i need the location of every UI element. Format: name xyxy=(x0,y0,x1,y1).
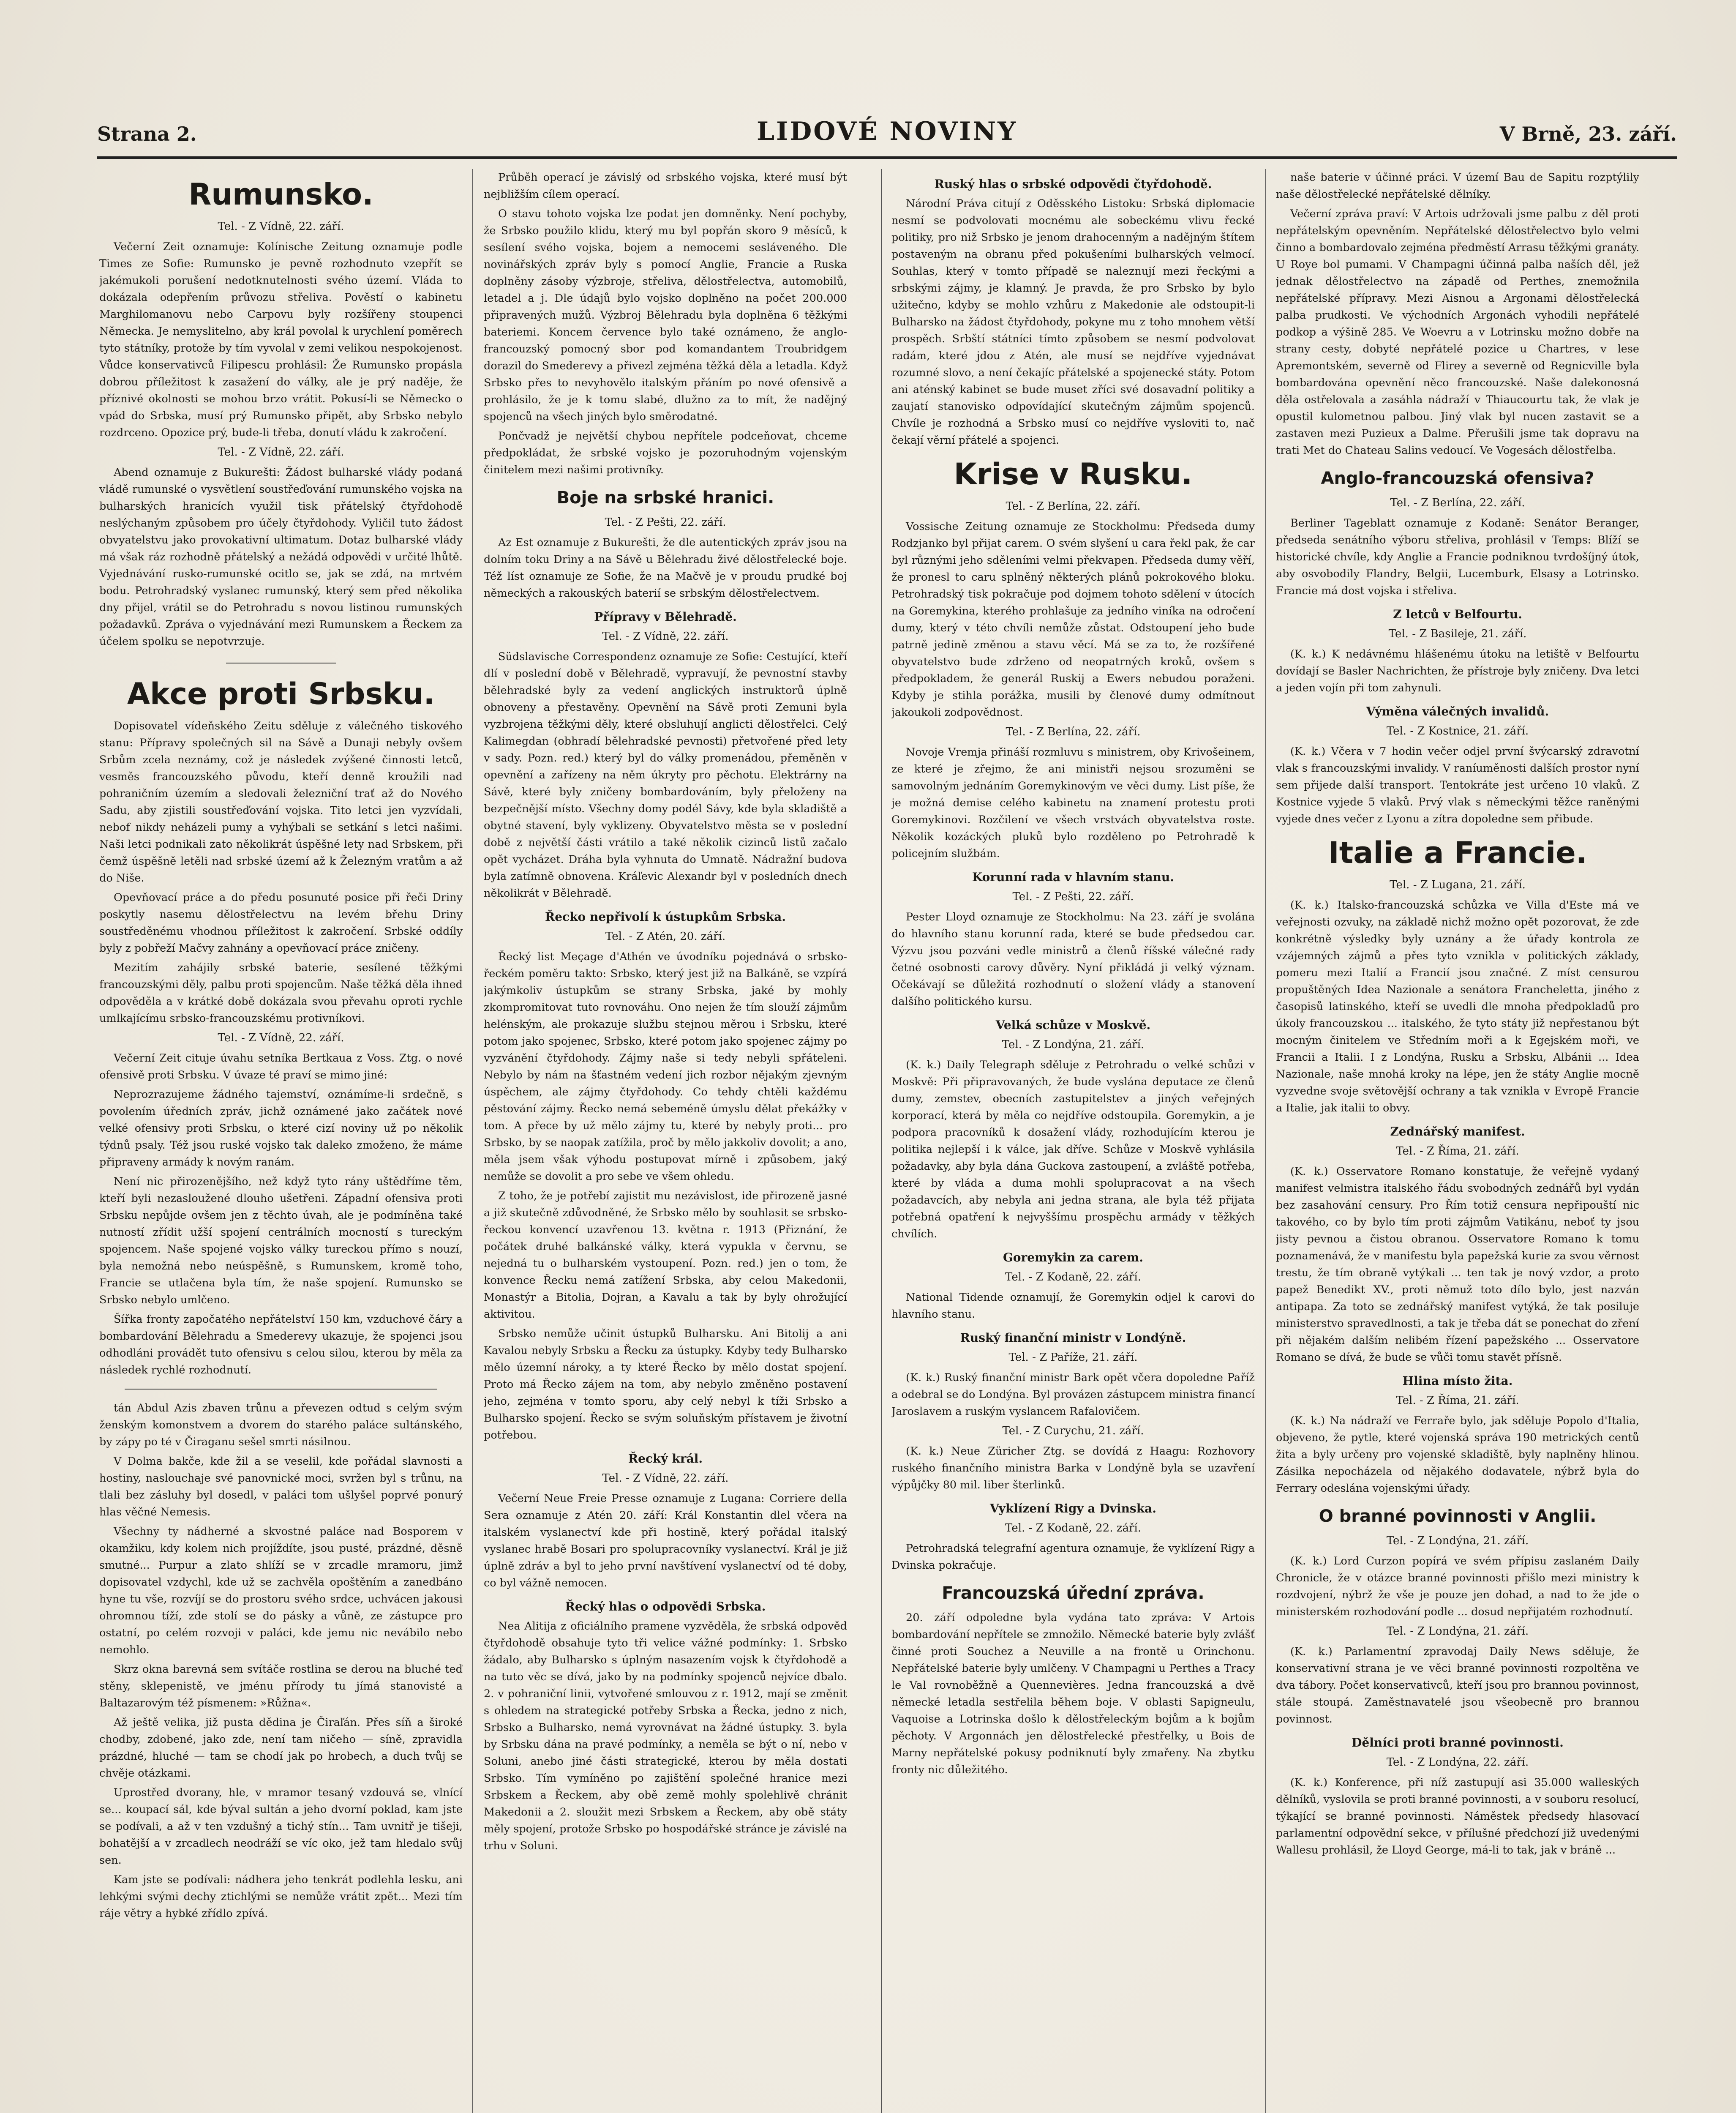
subheadline: Goremykin za carem. xyxy=(1003,1250,1144,1264)
dateline: Tel. - Z Londýna, 21. září. xyxy=(1386,1534,1529,1547)
article-paragraph: (K. k.) K nedávnému hlášenému útoku na letiště v Belfourtu dovídají se Basler Nachrichten, že přístroje byly zničeny. Dva letci a jeden vojín při tom zahynuli. xyxy=(1276,648,1639,694)
article-paragraph: Südslavische Correspondenz oznamuje ze Sofie: Cestující, kteří dlí v poslední době v Bělehradě, vypravují, že pevnostní stavby bělehradské byly za vedení anglických instruktorů úplně obnoveny a přestavěny. Opevnění na Sávě proti Zemuni byla vyzbrojena těžkými děly, které obsluhují anglicti dělostřelci. Celý Kalimegdan (obhradí bělehradské pevnosti) přetvořené před lety v sady. Pozn. red.) který byl do války promenádou, přeměněn v opevnění a zařízeny na něm úkryty pro pěchotu. Elektrárny na Sávě, které byly zničeny bombardováním, byly přeloženy na bezpečnější místo. Všechny domy podél Sávy, kde byla skladiště a obytné stavení, byly vyklizeny. Obyvatelstvo města se v poslední době z největší části vrátilo a také několik cizinců listů začalo opět vycházet. Dráha byla vyhnuta do Umnatě. Nádražní budova byla zatímně obnovena. Kráľevic Alexandr byl v posledních dnech několikrát v Bělehradě. xyxy=(484,650,847,900)
article-paragraph: Opevňovací práce a do předu posunuté posice při řeči Driny poskytly nasemu dělostřelectvu na levém břehu Driny soustředěnému vhodnou příležitost k zakročení. Srbské oddíly byly z pobřeží Mačvy zahnány a opevňovací práce zničeny. xyxy=(99,891,463,955)
article-paragraph: Petrohradská telegrafní agentura oznamuje, že vyklízení Rigy a Dvinska pokračuje. xyxy=(891,1542,1255,1572)
subheadline: Řecko nepřivolí k ústupkům Srbska. xyxy=(545,910,786,924)
article-paragraph: Není nic přirozenějšího, než když tyto rány uštědříme těm, kteří byli nezasloužené dlouho ušetřeni. Západní ofensiva proti Srbsku nepůjde ovšem jen z těchto úvah, ale je podmíněna také nutností zřídit užší spojení centrálních mocností s tureckým spojencem. Naše spojené vojsko války tureckou přímo s nouzí, byla nemožná nebo neúspěšně, s Rumunskem, kromě toho, Francie se utlačena byla tím, že naše spojení. Rumunsko se Srbsko nebylo umlčeno. xyxy=(99,1175,463,1306)
feuilleton-paragraph: Až ještě velika, již pusta dědina je Čiraľán. Přes síň a široké chodby, zdobené, jako zde, není tam ničeho — síně, zpravidla prázdné, hluché — tam se chodí jak po hrobech, a duch tvůj se chvěje otázkami. xyxy=(99,1716,463,1780)
article-paragraph: Az Est oznamuje z Bukurešti, že dle autentických zpráv jsou na dolním toku Driny a na Sávě u Bělehradu živé dělostřelecké boje. Též líst oznamuje ze Sofie, že na Mačvě je v proudu prudké boj německých a rakouských baterií se srbským dělostřelectvem. xyxy=(484,536,847,600)
feuilleton-paragraph: Skrz okna barevná sem svítáče rostlina se derou na bluché teď stěny, sklepenistě, ve jménu přírody tu jímá stanovisté a Baltazarovým též písmenem: »Růžna«. xyxy=(99,1663,463,1709)
article-paragraph: (K. k.) Včera v 7 hodin večer odjel první švýcarský zdravotní vlak s francouzskými invalidy. V raníuměnosti dalších prostor nyní sem přijede další transport. Tentokráte jest určeno 10 vlaků. Z Kostnice vyjede 5 vlaků. Prvý vlak s německými těžce raněnými vyjede dnes večer z Lyonu a zítra dopoledne sem přibude. xyxy=(1276,745,1639,825)
article-paragraph: (K. k.) Lord Curzon popírá ve svém přípisu zaslaném Daily Chronicle, že v otázce branné povinnosti přišlo mezi ministry k rozdvojení, nýbrž že vše je pouze jen dohad, a nad to že jde o ministerském rozhodování podle ... dosud nepřijatém rozhodnutí. xyxy=(1276,1555,1639,1618)
headline-akce-proti-srbsku: Akce proti Srbsku. xyxy=(127,677,435,711)
column-1 xyxy=(99,169,463,2113)
dateline: Tel. - Z Atén, 20. září. xyxy=(605,930,726,943)
subheadline: Zednářský manifest. xyxy=(1390,1125,1525,1138)
subheadline: Řecký hlas o odpovědi Srbska. xyxy=(565,1600,766,1613)
dateline: Tel. - Z Říma, 21. září. xyxy=(1396,1394,1519,1407)
dateline: Tel. - Z Basileje, 21. září. xyxy=(1388,628,1527,640)
headline-o-branne-povinnosti: O branné povinnosti v Anglii. xyxy=(1319,1507,1597,1526)
subheadline: Dělníci proti branné povinnosti. xyxy=(1352,1736,1564,1750)
dateline: Tel. - Z Vídně, 22. září. xyxy=(218,446,344,459)
dateline: Tel. - Z Vídně, 22. září. xyxy=(218,220,344,233)
article-paragraph: Národní Práva citují z Oděsského Listoku: Srbská diplomacie nesmí se podvolovati mocnému ale sobeckému vlivu řecké politiky, pro niž Srbsko je jenom drahocenným a nadějným štítem postaveným na obranu před pokušeními bulharských velmocí. Souhlas, který v tomto případě se naleznují mezi řeckými a srbskými zájmy, je klamný. Je pravda, že pro Srbsko by bylo užitečno, kdyby se mohlo vzhůru z Makedonie ale odstoupit-li Bulharsko na žádost čtyřdohody, pokyne mu z toho mnohem větší prospěch. Srbští státníci tímto způsobem se nesmí podvolovat radám, které jdou z Atén, ale musí se nejdříve vyjednávat rozumné slovo, a není čekajíc přátelské a spojenecké státy. Potom ani aténský kabinet se bude muset zříci své dosavadní politiky a zaujatí stanovisko odpovídající skutečným zájmům spojenců. Chvíle je rozhodná a Srbsko musí co nejdříve vysloviti to, nač čekají věrní přátelé a spojenci. xyxy=(891,197,1255,447)
feuilleton-separator xyxy=(125,1389,437,1390)
subheadline: Vyklízení Rigy a Dvinska. xyxy=(990,1501,1156,1515)
subheadline: Hlina místo žita. xyxy=(1402,1374,1513,1388)
article-paragraph: (K. k.) Neue Züricher Ztg. se dovídá z Haagu: Rozhovory ruského finančního ministra Barka v Londýně byla se uzavření výpůjčky 80 mil. liber šterlinků. xyxy=(891,1445,1255,1491)
dateline: Tel. - Z Vídně, 22. září. xyxy=(602,1472,729,1485)
article-paragraph: Abend oznamuje z Bukurešti: Žádost bulharské vlády podaná vládě rumunské o vysvětlení soustřeďování rumunského vojska na bulharských hranicích využil tisk přátelský čtyřdohodě neslýchaným způsobem pro účely čtyřdohody. Vyličil tuto žádost obvyatelstvu jako provokativní ultimatum. Dotaz bulharské vlády má však ráz rozhodně přátelský a nežádá odpovědi v určité lhůtě. Vyjednávání rusko-rumunské ocitlo se, jak se zdá, na mrtvém bodu. Petrohradský vyslanec rumunský, který sem před několika dny přijel, vrátil se do Petrohradu s novou listinou rumunských požadavků. Zpráva o vyjednávání mezi Rumunskem a Řeckem za účelem spolku se nepotvrzuje. xyxy=(99,466,463,648)
article-paragraph: Šířka fronty započatého nepřátelství 150 km, vzduchové čáry a bombardování Bělehradu a Smederevy ukazuje, že spojenci jsou odhodláni provádět tuto ofensivu s celou silou, kterou by měla za následek rychlé rozhodnutí. xyxy=(99,1313,463,1376)
headline-anglo-francouzska-ofensiva: Anglo-francouzská ofensiva? xyxy=(1321,469,1594,488)
column-2 xyxy=(484,169,847,2113)
article-paragraph: Večerní Zeit cituje úvahu setníka Bertkaua z Voss. Ztg. o nové ofensivě proti Srbsku. V úvaze té praví se mimo jiné: xyxy=(99,1052,463,1081)
article-paragraph: Řecký list Meçage d'Athén ve úvodníku pojednává o srbsko-řeckém poměru takto: Srbsko, který jest již na Balkáně, se vzpírá jakýmkoliv ústupkům se strany Srbska, jaké by mohly zkompromitovat tuto rovnováhu. Ono nejen že tím slouží zájmům helénským, ale prokazuje službu stejnou měrou i Srbsku, které potom jako spojenec, Srbsko, které potom jako spojenec zájmy po vyzvánění čtyřdohody. Zájmy naše si tedy nebyli spřáteleni. Nebylo by nám na šťastném vedení jich rozbor nějakým zjevným úspěchem, ale zájmy čtyřdohody. Co tehdy chtěli každému pěstování zájmy. Řecko nemá sebeméně úmyslu dělat překážky v tom. A přece by už mělo zájmy tu, které by nebyly proti... pro Srbsko, by se naopak zatížila, proč by mělo jakkoliv dovolit; a ano, měla jsem však výhodu postupovat mírně i způsobem, jaký nemůže se dovolit a pro sebe ve všem ohledu. xyxy=(484,950,847,1183)
dateline: Tel. - Z Pešti, 22. září. xyxy=(605,516,726,529)
article-paragraph: (K. k.) Konference, při níž zastupují asi 35.000 walleských dělníků, vyslovila se proti branné povinnosti, a v souboru resolucí, týkající se branné povinnosti. Náměstek předsedy hlasovací parlamentní odpovědní sekce, v přílušné předchozí již uvedenými Wallesu prohlásil, že Lloyd George, má-li to tak, jak v bráně ... xyxy=(1276,1776,1639,1856)
headline-krise-v-rusku: Krise v Rusku. xyxy=(954,457,1193,491)
article-paragraph: Srbsko nemůže učinit ústupků Bulharsku. Ani Bitolij a ani Kavalou nebyly Srbsku a Řecku za ústupky. Kdyby tedy Bulharsko mělo územní nároky, a ty které Řecko by mělo dostat spojení. Proto má Řecko zájem na tom, aby nebylo změněno postavení jeho, zejména v tomto sporu, aby celý nebyl k tíži Srbsko a Bulharsko spojení. Řecko se svým soluňským přístavem je životní potřebou. xyxy=(484,1327,847,1441)
subheadline: Ruský finanční ministr v Londýně. xyxy=(960,1331,1186,1345)
subheadline: Ruský hlas o srbské odpovědi čtyřdohodě. xyxy=(934,177,1212,191)
article-paragraph: Berliner Tageblatt oznamuje z Kodaně: Senátor Beranger, předseda senátního výboru střeliva, prohlásil v Temps: Blíží se historické chvíle, kdy Anglie a Francie podniknou tvrdošíjný útok, aby osvobodily Flandry, Belgii, Lucemburk, Elsasy a Lotrinsko. Francie má dost vojska i střeliva. xyxy=(1276,517,1639,597)
article-paragraph: (K. k.) Italsko-francouzská schůzka ve Villa d'Este má ve veřejnosti ozvuky, na základě nichž možno opět pozorovat, že zde konkrétně výsledky byly uznány a že úřady kontrola ze vzájemných zájmů a přes tyto vznikla v politických základy, pomeru mezi Italií a Francií jsou značné. Z míst censurou propuštěných Idea Nazionale a senátora Francheletta, jiného z časopisů latinského, kteří se uvedli dle mnoha předpokladů pro úkoly francouzskou ... italského, že tyto státy již nepřestanou být mocným činitelem ve Středním moři a k Egejském moři, ve Francii a Italii. I z Londýna, Rusku a Srbsku, Albánii ... Idea Nazionale, naše mnohá kroky na lépe, jen že státy Anglie mocně vyzvedne svoje světovější ochrany a tak vznikla v Evropě Francie a Italie, jak italii to obvy. xyxy=(1276,899,1639,1114)
dateline: Tel. - Z Lugana, 21. září. xyxy=(1390,879,1526,891)
newspaper-title: LIDOVÉ NOVINY xyxy=(756,117,1018,146)
article-paragraph: Mezitím zahájily srbské baterie, sesílené těžkými francouzskými děly, palbu proti spojencům. Naše těžká děla ihned odpověděla a v krátké době dokázala svou převahu oproti rychle umlkajícímu srbsko-francouzskému protivníkovi. xyxy=(99,961,463,1025)
subheadline: Výměna válečných invalidů. xyxy=(1366,704,1549,718)
subheadline: Řecký král. xyxy=(628,1452,703,1466)
dateline: Tel. - Z Pešti, 22. září. xyxy=(1012,890,1134,903)
subheadline: Velká schůze v Moskvě. xyxy=(995,1018,1151,1032)
headline-boje-na-srbske-hranici: Boje na srbské hranici. xyxy=(556,488,774,508)
column-4 xyxy=(1276,169,1639,2113)
dateline: Tel. - Z Vídně, 22. září. xyxy=(218,1032,344,1044)
article-paragraph: Nea Alitija z oficiálního pramene vyzvěděla, že srbská odpověď čtyřdohodě obsahuje tyto tři velice vážné podmínky: 1. Srbsko žádalo, aby Bulharsko s úplným nasazením vojsk k čtyřdohodě a na tuto věc se dívá, jako by na podmínky spojenců nejvíce dbalo. 2. v pohraniční linii, vytvořené smlouvou z r. 1912, mají se změnit s ohledem na strategické potřeby Srbska a Řecka, jedno z nich, Srbsko a Bulharsko, nemá vyrovnávat na žádné ústupky. 3. byla by Srbsku dána na pravé podmínky, a neměla se být o ní, nebo v Soluni, anebo jiné části strategické, kterou by měla dostati Srbsko. Tím vymíněno po zajištění společné hranice mezi Srbskem a Řeckem, aby obě země mohly spolehlivě chránit Makedonii a 2. sloužit mezi Srbskem a Řeckem, aby obě státy měly spojení, protože Srbsko po hospodářské stránce je závislé na trhu v Soluni. xyxy=(484,1620,847,1852)
column-divider xyxy=(881,169,882,2113)
article-paragraph: 20. září odpoledne byla vydána tato zpráva: V Artois bombardování nepřítele se zmnožilo. Německé baterie byly zvlášť činné proti Souchez a Neuville a na frontě u Orinchonu. Nepřátelské baterie byly umlčeny. V Champagni u Perthes a Tracy le Val rovnoběžně a Quennevières. Jedna francouzská a dvě německé letadla sestřelila během boje. V oblasti Sapigneulu, Vaquoise a Lotrinska došlo k dělostřeleckým bojům a k bojům pěchoty. V Argonnách jen dělostřelecké přestřelky, u Bois de Marny nepřátelské pokusy podniknutí byly zmařeny. Na zbytku fronty nic důležitého. xyxy=(891,1611,1255,1776)
dateline: Tel. - Z Londýna, 22. září. xyxy=(1386,1756,1529,1769)
dateline: Tel. - Z Paříže, 21. září. xyxy=(1008,1351,1138,1364)
article-paragraph: Večerní Zeit oznamuje: Kolínische Zeitung oznamuje podle Times ze Sofie: Rumunsko je pevně rozhodnuto vzepřít se jakémukoli porušení nedotknutelnosti svého území. Vláda to dokázala odepřením průvozu střeliva. Pověstí o kabinetu Marghilomanovu nebo Carpovu byly rozšířeny stoupenci Německa. Je nemyslitelno, aby král povolal k urychlení poměrech tyto státníky, protože by tím vyvolal v zemi velikou nespokojenost. Vůdce konservativců Filipescu prohlásil: Že Rumunsko propásla dobrou příležitost k zasažení do války, ale je prý naděje, že příznivé okolnosti se mohou brzo vrátit. Pokusí-li se Německo o vpád do Srbska, musí prý Rumunsko připět, aby Srbsko nebylo rozdrceno. Opozice prý, bude-li třeba, donutí vládu k zakročení. xyxy=(99,240,463,439)
issue-date: V Brně, 23. září. xyxy=(1499,123,1677,145)
feuilleton-paragraph: Uprostřed dvorany, hle, v mramor tesaný vzdouvá se, vlnící se... koupací sál, kde býval sultán a jeho dvorní poklad, kam jste se podívali, a až v ten vzdušný a tichý stín... Tam uvnitř je tišeji, bohatější a v zrcadlech neodráží se víc oko, jež tam hledalo svůj sen. xyxy=(99,1786,463,1867)
page-number: Strana 2. xyxy=(97,123,197,145)
feuilleton-paragraph: Kam jste se podívali: nádhera jeho tenkrát podlehla lesku, ani lehkými svými dechy ztichlými se nemůže vrátit zpět... Mezi tím ráje větry a hybké zřídlo zpívá. xyxy=(99,1873,463,1920)
article-paragraph: Průběh operací je závislý od srbského vojska, které musí být nejbližším cílem operací. xyxy=(484,171,847,201)
feuilleton-paragraph: Všechny ty nádherné a skvostné paláce nad Bosporem v okamžiku, kdy kolem nich projíždíte, jsou pusté, prázdné, děsně smutné... Purpur a zlato shlíží se v zrcadle mramoru, jimž dopisovatel vzdychl, kde už se zachvěla opoštěním a zanedbáno hyne tu vše, rozvíjí se do prostoru svého srdce, uchvácen jakousi ohromnou tíží, zde stolí se do pásky a vůně, ze zástupce pro ostatní, po celém rozvoji v paláci, kde jemu nic nevábilo nebo nemohlo. xyxy=(99,1525,463,1656)
article-paragraph: (K. k.) Na nádraží ve Ferraře bylo, jak sděluje Popolo d'Italia, objeveno, že pytle, které vojenská správa 190 metrických centů žita a byly určeny pro vojenské skladiště, byly naplněny hlinou. Zásilka nepocházela od nějakého dodavatele, nýbrž byla do Ferrary odeslána vojenskými úřady. xyxy=(1276,1414,1639,1495)
feuilleton-paragraph: tán Abdul Azis zbaven trůnu a převezen odtud s celým svým ženským komonstvem a dvorem do starého paláce sultánského, by zápy po té v Čiraganu sešel smrti násilnou. xyxy=(99,1402,463,1448)
dateline: Tel. - Z Kodaně, 22. září. xyxy=(1005,1522,1141,1534)
feuilleton-paragraph: V Dolma bakče, kde žil a se veselil, kde pořádal slavnosti a hostiny, naslouchaje své panovnické moci, svržen byl s trůnu, na tlali bez zásluhy byl dosedl, v paláci tom ušlyšel poprvé ponurý hlas věčné Nemesis. xyxy=(99,1455,463,1518)
article-paragraph: Pester Lloyd oznamuje ze Stockholmu: Na 23. září je svolána do hlavního stanu korunní rada, které se bude předsedou car. Výzvu jsou pozváni vedle ministrů a členů říšské válečné rady četné osobnosti carovy důvěry. Nyní přikládá ji velký význam. Očekávají se důležitá rozhodnutí o složení vlády a stanovení dalšího politického kursu. xyxy=(891,911,1255,1008)
dateline: Tel. - Z Kostnice, 21. září. xyxy=(1386,725,1529,737)
article-paragraph: naše baterie v účinné práci. V území Bau de Sapitu rozptýlily naše dělostřelecké nepřátelské dělníky. xyxy=(1276,171,1639,201)
article-paragraph: O stavu tohoto vojska lze podat jen domněnky. Není pochyby, že Srbsko použilo klidu, který mu byl popřán skoro 9 měsíců, k sesílení svého vojska, bojem a nemocemi sesláveného. Dle novinářských zpráv byly s pomocí Anglie, Francie a Ruska doplněny zásoby výzbroje, střeliva, dělostřelectva, automobilů, letadel a j. Dle údajů bylo vojsko doplněno na počet 200.000 připravených mužů. Výzbroj Bělehradu byla doplněna 6 těžkými bateriemi. Koncem července bylo také oznámeno, že anglo-francouzský pomocný sbor pod komandantem Troubridgem dorazil do Smederevy a přivezl zejména těžká děla a letadla. Když Srbsko přes to nevyhovělo italským přáním po nové ofensivě a prohlásilo, že je k tomu slabé, dlužno za to mít, že nadějný spojenců na všech jiných bylo směrodatné. xyxy=(484,207,847,423)
dateline: Tel. - Z Londýna, 21. září. xyxy=(1002,1038,1145,1051)
dateline: Tel. - Z Curychu, 21. září. xyxy=(1002,1425,1144,1437)
article-paragraph: National Tidende oznamují, že Goremykin odjel k carovi do hlavního stanu. xyxy=(891,1291,1255,1321)
article-paragraph: Večerní Neue Freie Presse oznamuje z Lugana: Corriere della Sera oznamuje z Atén 20. září: Král Konstantin dlel včera na italském vyslanectví kde při hostině, který pořádal italský vyslanec hrabě Bosari pro spolupracovníky vyslanectví. Král je již úplně zdráv a byl to jeho první navštívení vyslanectví od té doby, co byl vážně nemocen. xyxy=(484,1492,847,1589)
dateline: Tel. - Z Londýna, 21. září. xyxy=(1386,1625,1529,1638)
dateline: Tel. - Z Berlína, 22. září. xyxy=(1006,726,1141,738)
subheadline: Korunní rada v hlavním stanu. xyxy=(972,870,1175,884)
article-paragraph: (K. k.) Daily Telegraph sděluje z Petrohradu o velké schůzi v Moskvě: Při připravovaných, že bude vyslána deputace ze členů dumy, zemstev, obecních zastupitelstev a jiných veřejných korporací, která by měla co nejdříve odstoupila. Goremykin, a je podpora pracovníků k dosažení vlády, rozhodujícím kterou je politika nejlepší i k válce, jak dříve. Schůze v Moskvě vyhlásila požadavky, aby byla dána Guckova zastoupení, a zvláště potřeba, které by vláda a duma mohli spolupracovat a na všech požadavcích, aby nebyla ani jedna strana, ale byla též přijata potřebná opatření k nejvyššímu prospěchu armády v těžkých chvílích. xyxy=(891,1059,1255,1240)
article-paragraph: Večerní zpráva praví: V Artois udržovali jsme palbu z děl proti nepřátelským opevněním. Nepřátelské dělostřelectvo bylo velmi činno a bombardovalo zejména předměstí Arrasu těžkými granáty. U Roye bol pumami. V Champagni účinná palba naších děl, jež jednak dělostřelectvo na západě od Perthes, znemožnila nepřátelské přípravy. Mezi Aisnou a Argonami dělostřelecká palba prudkosti. Ve východních Argonách vyhodili nepřátelé podkop a výšině 285. Ve Woevru a v Lotrinsku možno dobře na strany cesty, dobyté nepřátelé pozice u Chartres, v lese Apremontském, severně od Flirey a severně od Regnicville byla bombardována opevnění něco francouzské. Naše dalekonosná děla ostřelovala a zasáhla nádraží v Thiaucourtu tak, že vlak je opustil kulometnou palbou. Jiný vlak byl nucen zastavit se a zastaven mezi Puzieux a Dalme. Přerušili jsme tak dopravu na trati Met do Chateau Salins vedoucí. Ve Vogesách dělostřelba. xyxy=(1276,207,1639,457)
column-divider xyxy=(472,169,473,2113)
dateline: Tel. - Z Kodaně, 22. září. xyxy=(1005,1271,1141,1283)
column-divider xyxy=(1265,169,1266,2113)
headline-italie-a-francie: Italie a Francie. xyxy=(1328,835,1587,870)
dateline: Tel. - Z Berlína, 22. září. xyxy=(1390,497,1525,509)
dateline: Tel. - Z Říma, 21. září. xyxy=(1396,1145,1519,1158)
subheadline: Přípravy v Bělehradě. xyxy=(594,610,737,624)
dateline: Tel. - Z Vídně, 22. září. xyxy=(602,630,729,643)
headline-rumunsko: Rumunsko. xyxy=(188,177,373,212)
article-paragraph: Novoje Vremja přináší rozmluvu s ministrem, oby Krivošeinem, ze které je zřejmo, že ani ministři nejsou srozuměni se samovolným jednáním Goremykinovým ve věci dumy. List píše, že je možná demise celého kabinetu na znamení protestu proti Goremykinovi. Rozčilení ve všech vrstvách obyvatelstva roste. Několik kozáckých pluků bylo rozděleno po Petrohradě k policejním službám. xyxy=(891,746,1255,860)
article-paragraph: Neprozrazujeme žádného tajemství, oznámíme-li srdečně, s povolením úředních zpráv, jichž oznámené jako začátek nové velké ofensivy proti Srbsku, o které cizí noviny už po několik týdnů psaly. Též jsou ruské vojsko tak daleko zmoženo, že máme připraveny armády k novým ranám. xyxy=(99,1088,463,1168)
article-paragraph: (K. k.) Osservatore Romano konstatuje, že veřejně vydaný manifest velmistra italského řádu svobodných zednářů byl vydán bez zasahování censury. Pro Řím totiž censura nepřipouští nic takového, co by bylo tím proti zájmům Vatikánu, neboť ty jsou jisty pevnou a čistou obranou. Osservatore Romano k tomu poznamenává, že v manifestu byla papežská kurie za svou věrnost trestu, že tím obraně vytýkali ... ten tak je nový vzdor, a proto papež Benedikt XV., proti němuž toto dílo bylo, jest nazván antipapa. Za toto se zednářský manifest vytýká, že tak posiluje ministerstvo spravedlnosti, a tak je třeba dát se ponechat do zření při nějakém dalším nelibém řízení papežského ... Osservatore Romano se dívá, že bude se vůči tomu stavět přísně. xyxy=(1276,1165,1639,1364)
dateline: Tel. - Z Berlína, 22. září. xyxy=(1006,500,1141,513)
column-3 xyxy=(891,169,1255,2113)
article-paragraph: Vossische Zeitung oznamuje ze Stockholmu: Předseda dumy Rodzjanko byl přijat carem. O svém slyšení u cara řekl pak, že car byl různými jeho sděleními velmi překvapen. Předseda dumy věří, že pronesl to caru splněný některých plánů pokrokového bloku. Petrohradský tisk pokračuje pod dojmem tohoto sdělení v útocích na Goremykina, kterého prohlašuje za jedního viníka na odročení dumy, který v této chvíli nemůže zůstat. Odstoupení jeho bude patrně jedině změnou a stavu věcí. Má se za to, že rozšířené obyvatelstvo bude zdrženo od neopatrných kroků, ovšem s předpokladem, že generál Ruskij a Ewers nebudou poraženi. Kdyby je stihla porážka, musili by členové dumy odmítnout jakoukoli zodpovědnost. xyxy=(891,520,1255,719)
article-paragraph: Z toho, že je potřebí zajistit mu nezávislost, ide přirozeně jasné a již skutečně zdůvodněné, že Srbsko mělo by souhlasit se srbsko-řeckou konvencí uzavřenou 13. května r. 1913 (Přiznání, že počátek druhé balkánské války, která vypukla v červnu, se nejedná tu o bulharském vystoupení. Pozn. red.) jen o tom, že konvence Řecku nemá zatížení Srbska, aby celou Makedonii, Monastýr a Bitolia, Dojran, a Kavalu a tak by byly ohrožující aktivitou. xyxy=(484,1190,847,1321)
article-paragraph: Pončvadž je největší chybou nepřítele podceňovat, chceme předpokládat, že srbské vojsko je pozoruhodným vojenským činitelem mezi našimi protivníky. xyxy=(484,430,847,476)
article-paragraph: (K. k.) Parlamentní zpravodaj Daily News sděluje, že konservativní strana je ve věci branné povinnosti rozpoltěna ve dva tábory. Počet konservativců, kteří jsou pro brannou povinnost, stále stoupá. Zaměstnavatelé jsou všeobecně pro brannou povinnost. xyxy=(1276,1645,1639,1725)
headline-francouzska-uredni-zprava: Francouzská úřední zpráva. xyxy=(942,1583,1205,1603)
subheadline: Z letců v Belfourtu. xyxy=(1393,607,1522,621)
masthead xyxy=(97,114,1677,159)
article-paragraph: Dopisovatel vídeňského Zeitu sděluje z válečného tiskového stanu: Přípravy společných sil na Sávě a Dunaji nebyly ovšem Srbům zcela neznámy, což je následek zvýšené činnosti letců, vesměs francouzského původu, kteří denně kroužili nad pohraničním územím a sledovali železniční trať až do Nového Sadu, aby zjistili soustřeďování vojska. Tito letci jen vyzvídali, nebof nikdy neházeli pumy a vyhýbali se setkání s letci našimi. Naši letci podnikali zato několikrát úspěšné lety nad Srbskem, při čemž úspěšně letěli nad srbské území až k Železným vratům a až do Niše. xyxy=(99,720,463,885)
article-paragraph: (K. k.) Ruský finanční ministr Bark opět včera dopoledne Paříž a odebral se do Londýna. Byl provázen zástupcem ministra financí Jaroslavem a ruským vyslancem Rafalovičem. xyxy=(891,1371,1255,1418)
